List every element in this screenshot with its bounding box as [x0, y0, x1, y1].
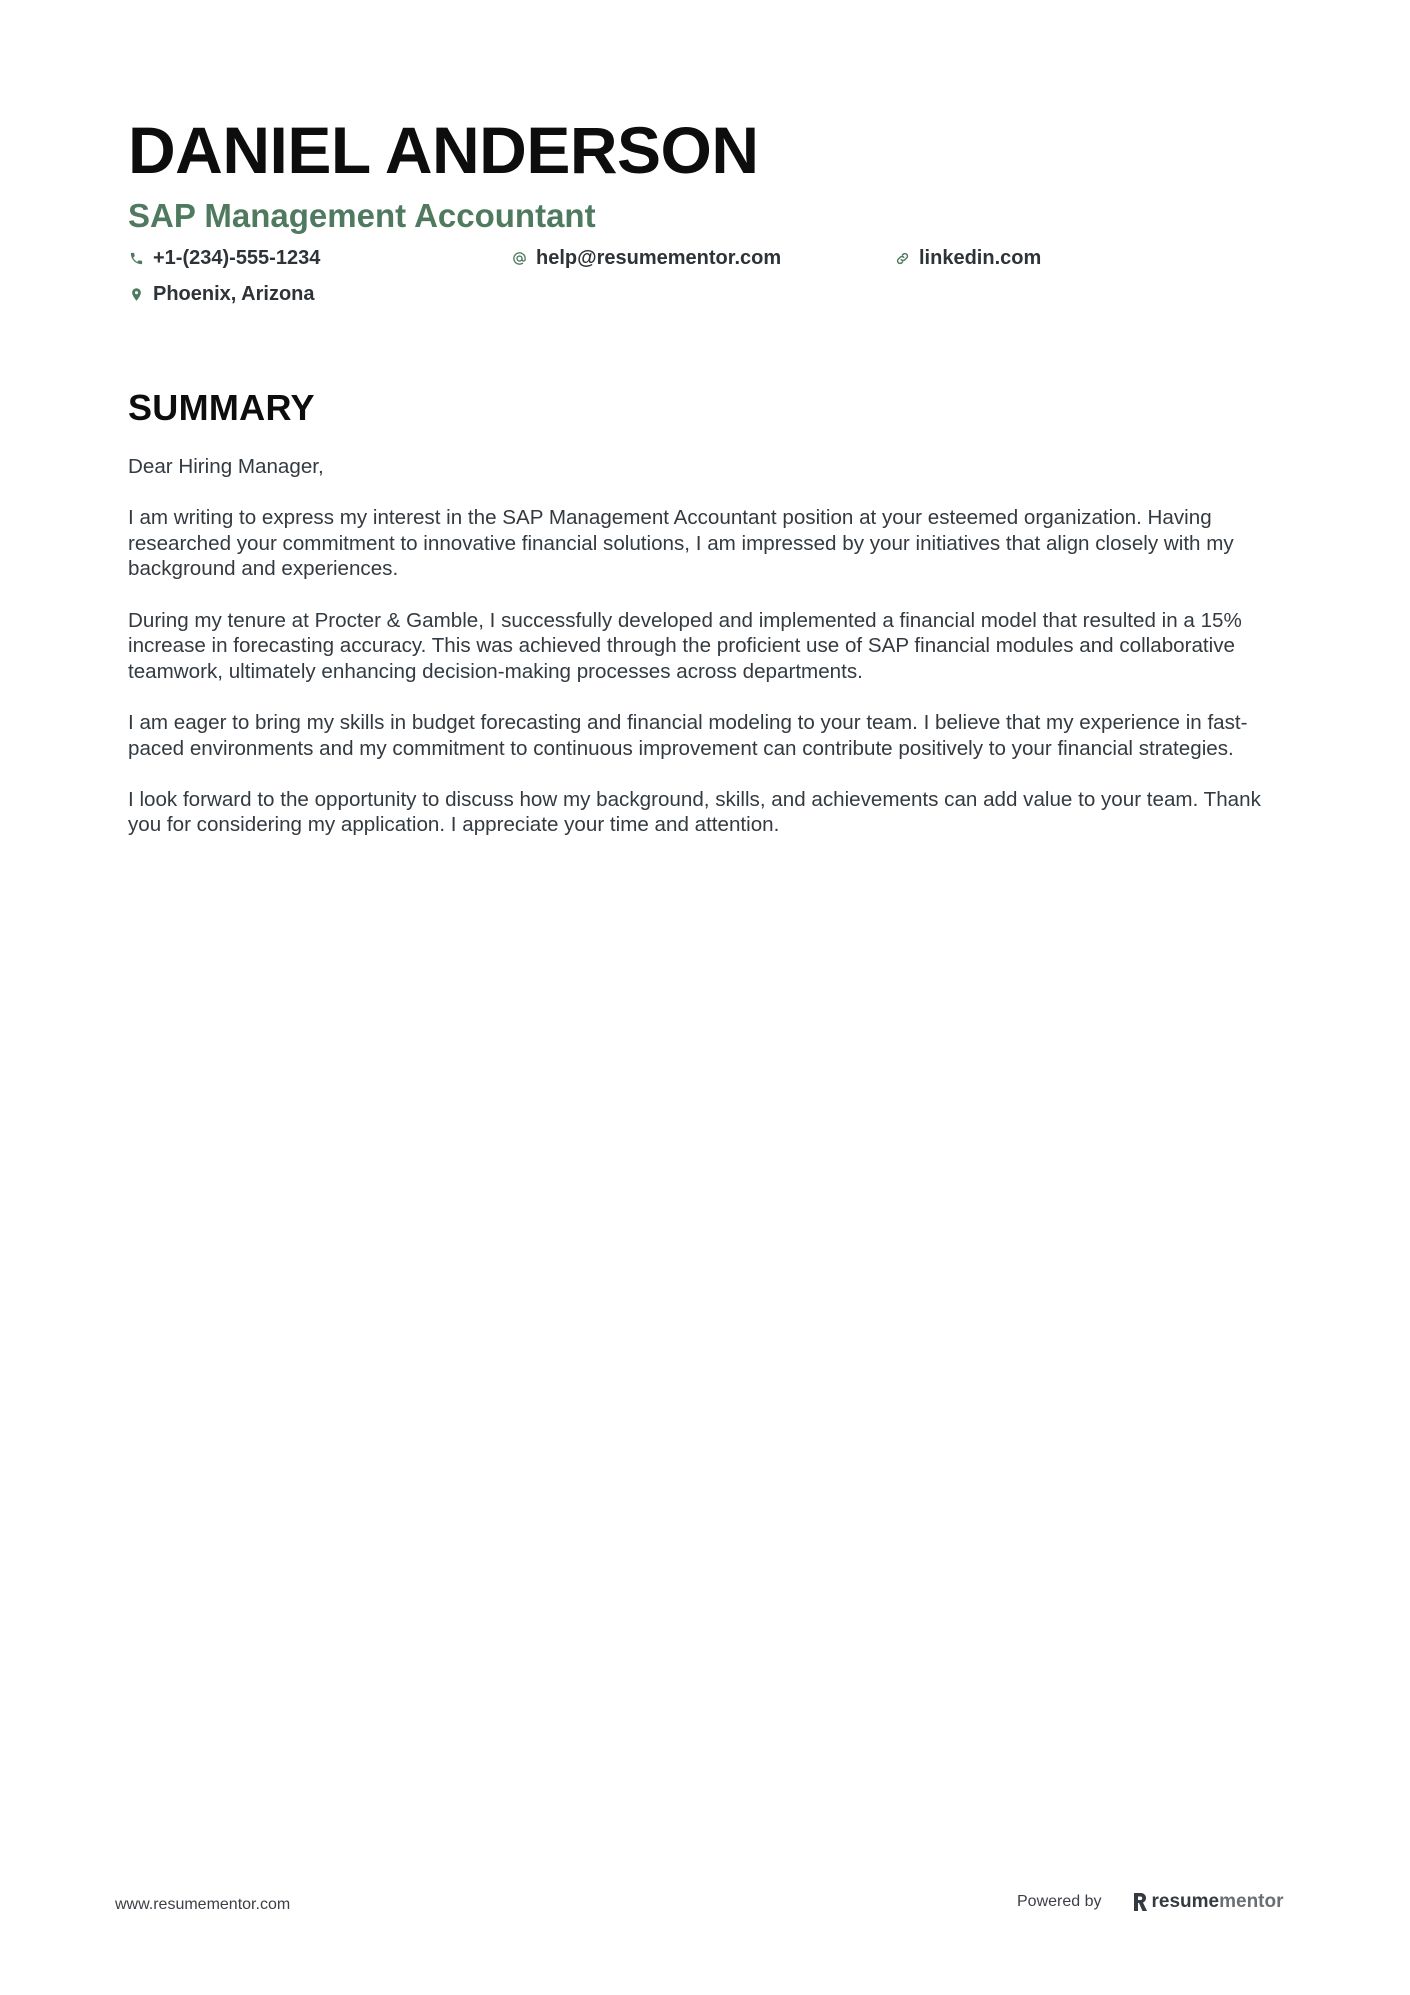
footer-branding — [1017, 1891, 1284, 1913]
logo-text-mentor: mentor — [1219, 1891, 1284, 1912]
link-icon — [894, 249, 910, 267]
contact-phone — [128, 246, 511, 270]
at-icon — [511, 249, 527, 267]
contact-linkedin[interactable] — [894, 246, 1277, 270]
resumementor-logo[interactable] — [1132, 1891, 1284, 1913]
phone-icon — [128, 249, 144, 267]
section-title: SUMMARY — [128, 387, 315, 428]
paragraph: I am writing to express my interest in the SAP Management Accountant position at your esteemed organization. Having researched your commitment to innovative financial solutions, I am impressed by your initiatives that align closely with my background and experiences. — [128, 506, 1234, 581]
paragraph: I am eager to bring my skills in budget forecasting and financial modeling to your team. I believe that my experience in fast-paced environments and my commitment to continuous improvement can contribute positively to your financial strategies. — [128, 710, 1248, 760]
contact-email-text[interactable]: help@resumementor.com — [536, 246, 782, 269]
summary-section — [128, 386, 1298, 864]
logo-text-resume: resume — [1151, 1891, 1220, 1912]
salutation: Dear Hiring Manager, — [128, 455, 324, 478]
candidate-name: DANIEL ANDERSON — [128, 113, 759, 187]
letter-body — [128, 454, 1298, 838]
contact-list — [128, 246, 1288, 306]
contact-linkedin-text[interactable]: linkedin.com — [919, 246, 1042, 269]
paragraph: I look forward to the opportunity to discuss how my background, skills, and achievements can add value to your team. Thank you for considering my application. I appreciate your time and attention. — [128, 787, 1261, 837]
contact-location — [128, 282, 511, 306]
location-pin-icon — [128, 285, 144, 303]
paragraph: During my tenure at Procter & Gamble, I successfully developed and implemented a financial model that resulted in a 15% increase in forecasting accuracy. This was achieved through the proficient use of SAP financial modules and collaborative teamwork, ultimately enhancing decision-making processes across departments. — [128, 608, 1242, 683]
contact-email[interactable] — [511, 246, 894, 270]
logo-mark-icon — [1132, 1892, 1148, 1912]
job-title: SAP Management Accountant — [128, 197, 596, 234]
powered-by-label: Powered by — [1017, 1893, 1102, 1910]
footer-website[interactable]: www.resumementor.com — [115, 1896, 291, 1913]
contact-phone-text: +1-(234)-555-1234 — [153, 246, 321, 269]
contact-location-text: Phoenix, Arizona — [153, 282, 315, 305]
header — [128, 112, 1288, 306]
